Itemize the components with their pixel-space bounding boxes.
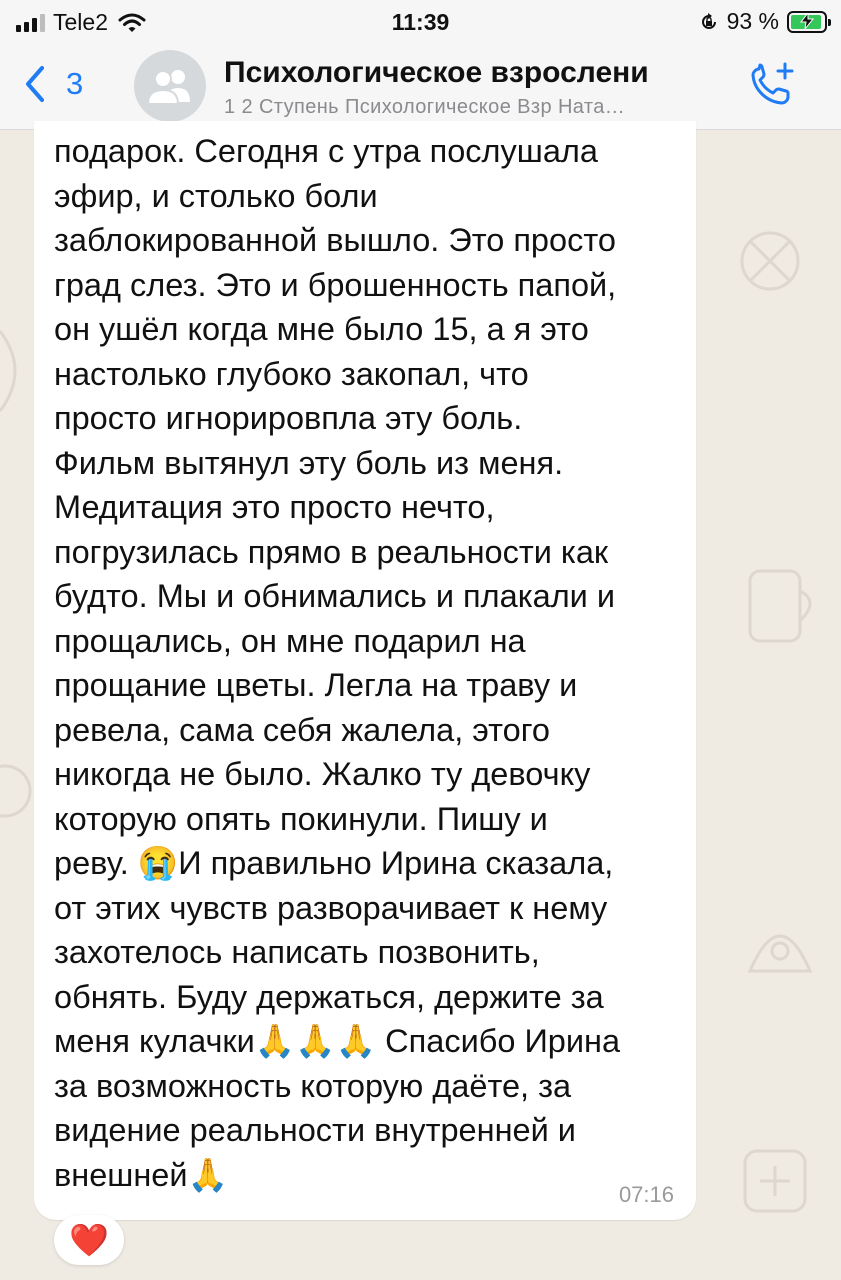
status-bar — [0, 0, 841, 44]
battery-percent: 93 % — [726, 8, 779, 34]
battery-icon — [787, 11, 827, 33]
wallpaper-doodle-icon — [725, 1131, 825, 1231]
clock: 11:39 — [391, 9, 450, 35]
chevron-left-icon — [22, 64, 48, 104]
chat-title[interactable]: Психологическое взрослени — [224, 56, 649, 89]
message-text: подарок. Сегодня с утра послушала эфир, и столько боли заблокированной вышло. Это просто град слез. Это и брошенность папой, он ушёл когда мне было 15, а я это настолько глубоко закопал, что просто игнорировпла эту боль. Фильм вытянул эту боль из меня. Медитация это просто нечто, погрузилась прямо в реальности как будто. Мы и обнимались и плакали и прощались, он мне подарил на прощание цветы. Легла на траву и ревела, сама себя жалела, этого никогда не было. Жалко ту девочку которую опять покинули. Пишу и реву. 😭И правильно Ирина сказала, от этих чувств разворачивает к нему захотелось написать позвонить, обнять. Буду держаться, держите за меня кулачки🙏🙏🙏 Спасибо Ирина за возможность которую даёте, за видение реальности внутренней и внешней🙏 — [54, 133, 621, 1193]
message-timestamp: 07:16 — [618, 1182, 674, 1207]
status-right — [699, 8, 827, 35]
wallpaper-doodle-icon — [720, 211, 820, 311]
chat-header — [0, 44, 841, 130]
wallpaper-doodle-icon — [735, 551, 825, 661]
back-button[interactable] — [22, 64, 83, 104]
orientation-lock-icon — [699, 12, 719, 32]
message-bubble[interactable] — [34, 121, 696, 1220]
wallpaper-doodle-icon — [730, 891, 830, 991]
heart-reaction[interactable] — [54, 1215, 124, 1265]
group-avatar-icon — [145, 66, 195, 106]
unread-count: 3 — [66, 66, 84, 101]
chat-participants[interactable]: 1 2 Ступень Психологическое Взр Ната… — [224, 96, 626, 118]
add-call-icon[interactable] — [747, 60, 797, 108]
carrier-name: Tele2 — [53, 9, 108, 35]
group-avatar[interactable] — [134, 50, 206, 122]
charging-bolt-icon — [799, 13, 815, 29]
heart-icon: ❤️ — [69, 1222, 109, 1258]
